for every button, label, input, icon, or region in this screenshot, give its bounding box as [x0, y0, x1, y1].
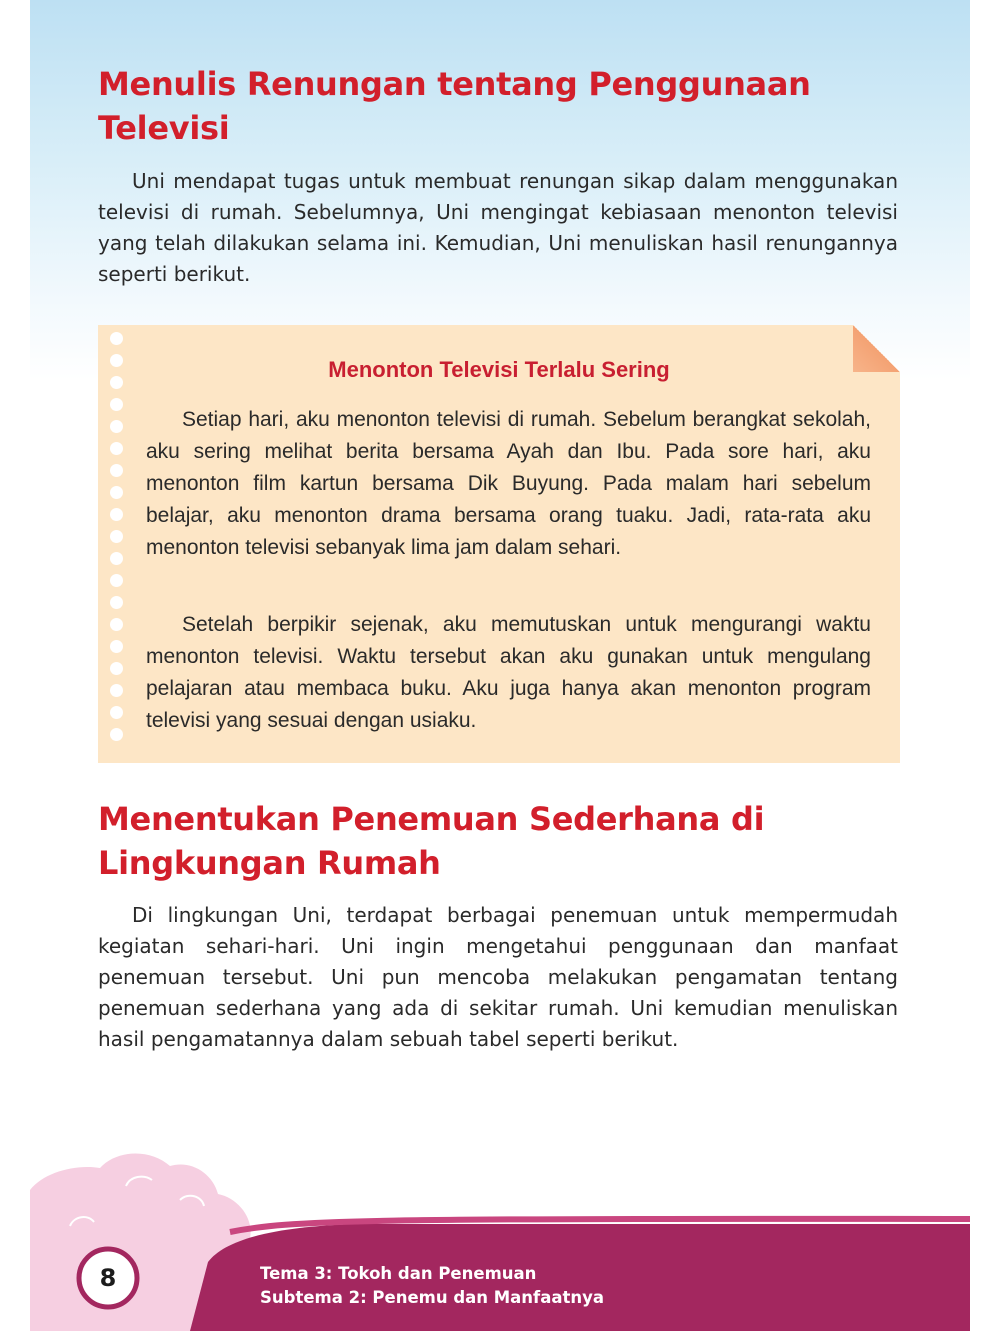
page-number: 8	[99, 1264, 117, 1292]
section-title-line: Televisi	[98, 109, 230, 147]
note-title: Menonton Televisi Terlalu Sering	[328, 357, 670, 382]
section-title-line: Menentukan Penemuan Sederhana di	[98, 800, 765, 838]
footer-decoration	[30, 0, 970, 1331]
intro-paragraph: Uni mendapat tugas untuk membuat renungan sikap dalam menggunakan televisi di rumah. Sebelumnya, Uni mengingat kebiasaan menonton televisi yang telah dilakukan selama ini. Kemudian, Uni menuliskan hasil renungannya seperti berikut.	[98, 169, 898, 286]
note-paragraph: Setelah berpikir sejenak, aku memutuskan untuk mengurangi waktu menonton televisi. Waktu tersebut akan aku gunakan untuk mengulang pelajaran atau membaca buku. Aku juga hanya akan menonton program televisi yang sesuai dengan usiaku.	[146, 613, 871, 732]
footer-theme: Tema 3: Tokoh dan Penemuan	[260, 1264, 537, 1283]
section-title-line: Menulis Renungan tentang Penggunaan	[98, 65, 811, 103]
note-paragraph: Setiap hari, aku menonton televisi di rumah. Sebelum berangkat sekolah, aku sering melihat berita bersama Ayah dan Ibu. Pada sore hari, aku menonton film kartun bersama Dik Buyung. Pada malam hari sebelum belajar, aku menonton drama bersama orang tuaku. Jadi, rata-rata aku menonton televisi sebanyak lima jam dalam sehari.	[146, 408, 871, 559]
section-title-line: Lingkungan Rumah	[98, 844, 441, 882]
penemuan-paragraph: Di lingkungan Uni, terdapat berbagai penemuan untuk mempermudah kegiatan sehari-hari. Uni ingin mengetahui penggunaan dan manfaat penemuan tersebut. Uni pun mencoba melakukan pengamatan tentang penemuan sederhana yang ada di sekitar rumah. Uni kemudian menuliskan hasil pengamatannya dalam sebuah tabel seperti berikut.	[98, 903, 898, 1051]
textbook-page	[30, 0, 970, 1331]
footer-theme-text	[260, 1262, 604, 1310]
footer-subtheme: Subtema 2: Penemu dan Manfaatnya	[260, 1288, 605, 1307]
